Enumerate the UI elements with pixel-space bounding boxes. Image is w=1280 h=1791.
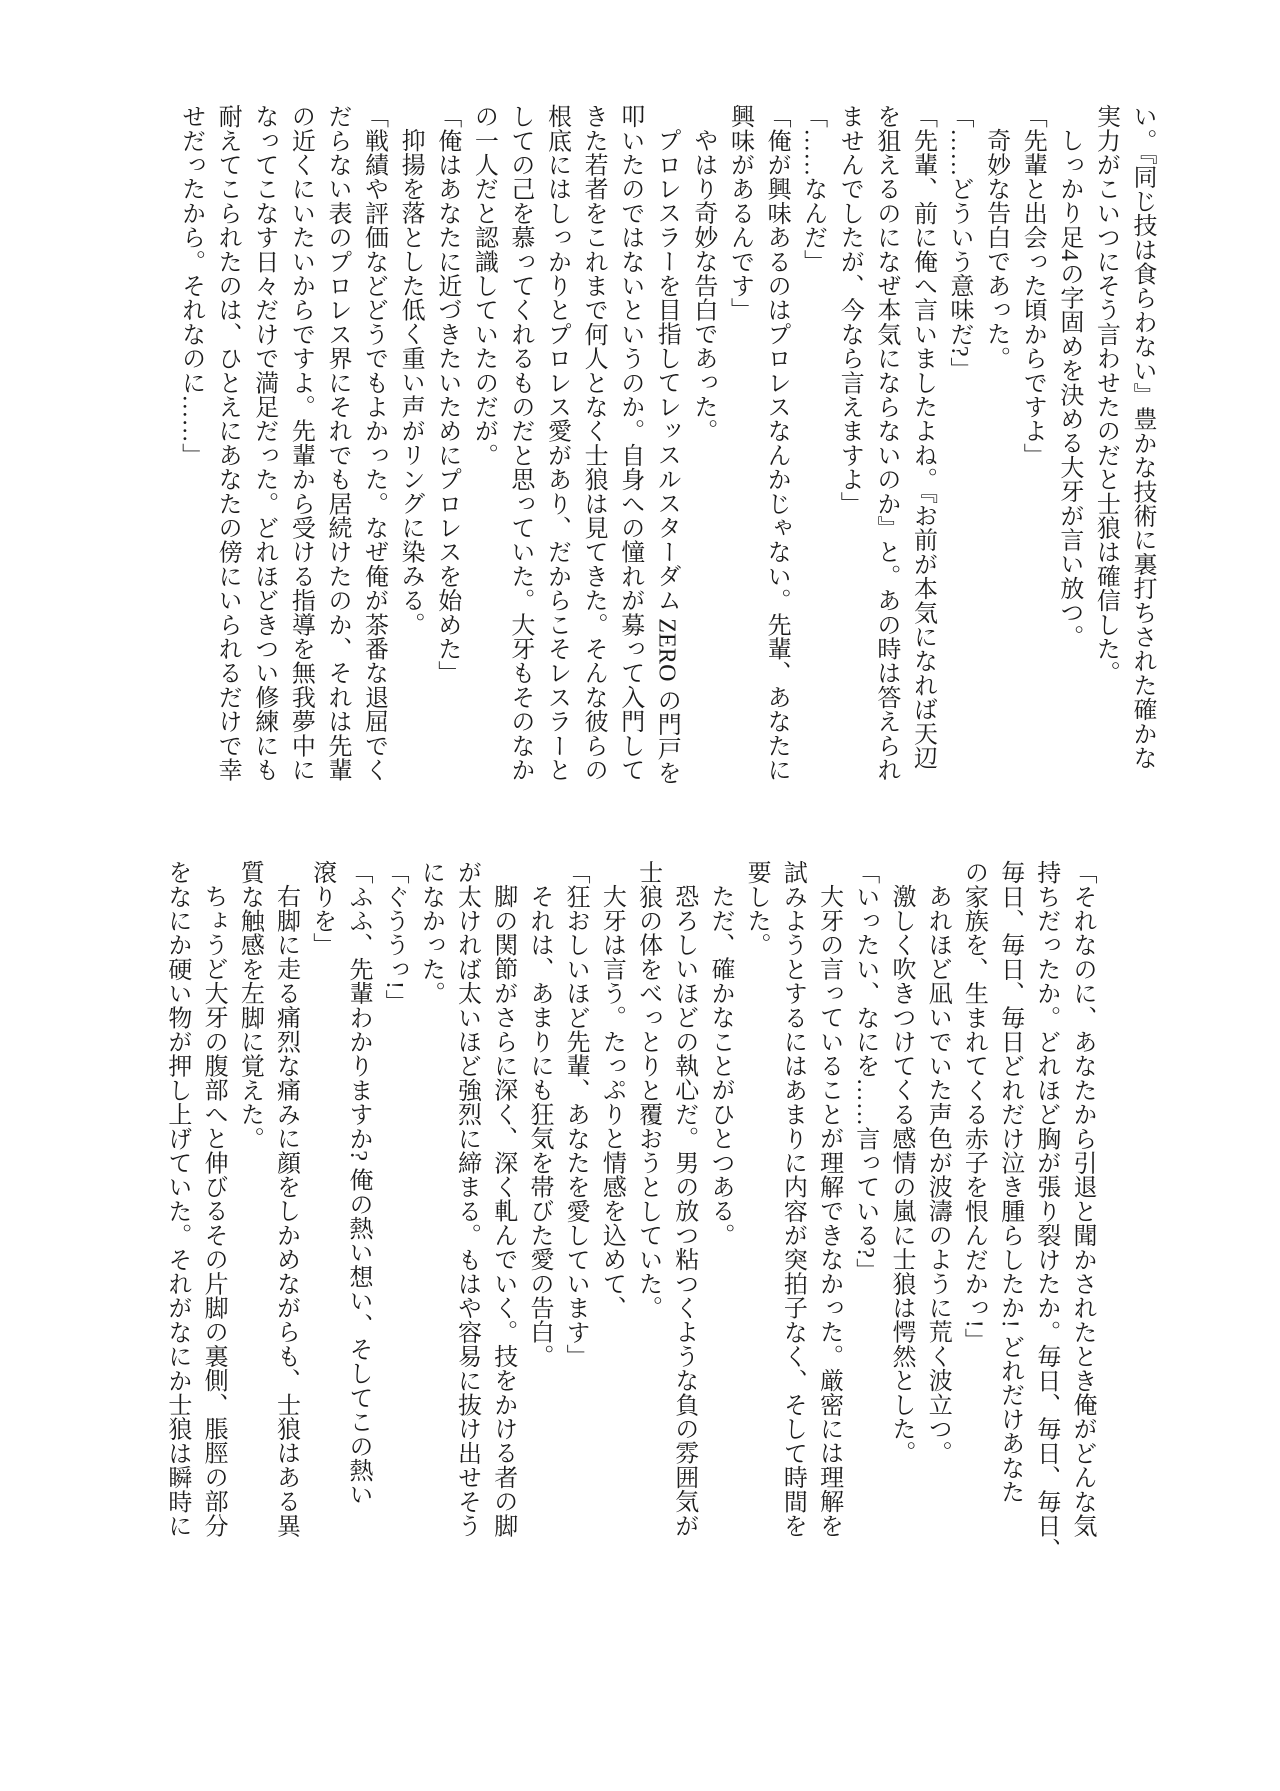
text-line: 激しく吹きつけてくる感情の嵐に士狼は愕然とした。 bbox=[887, 884, 914, 1465]
text-line: 「戦績や評価などどうでもよかった。なぜ俺が茶番な退屈でく bbox=[360, 104, 387, 782]
text-line: せだったから。それなのに……」 bbox=[177, 104, 204, 467]
text-line: 「……なんだ」 bbox=[799, 104, 826, 274]
text-line: 「それなのに、あなたから引退と聞かされたとき俺がどんな気 bbox=[1069, 860, 1095, 1538]
text-line: 「先輩と出会った頃からですよ」 bbox=[1019, 104, 1046, 467]
text-line: 叩いたのではないというのか。自身への憧れが募って入門して bbox=[616, 104, 643, 782]
text-line: の近くにいたいからですよ。先輩から受ける指導を無我夢中に bbox=[287, 104, 314, 782]
text-line: プロレスラーを目指してレッスルスターダム ZERO の門戸を bbox=[653, 128, 680, 785]
text-line: 奇妙な告白であった。 bbox=[982, 128, 1009, 370]
top-text-block bbox=[172, 104, 1160, 818]
text-line: 「俺が興味あるのはプロレスなんかじゃない。先輩、あなたに bbox=[763, 104, 790, 782]
text-line: きた若者をこれまで何人となく士狼は見てきた。そんな彼らの bbox=[580, 104, 607, 782]
text-line: 根底にはしっかりとプロレス愛があり、だからこそレスラーと bbox=[543, 104, 570, 782]
text-line: 「……どういう意味だ?」 bbox=[946, 104, 973, 382]
text-line: 士狼の体をべっとりと覆おうとしていた。 bbox=[634, 860, 661, 1320]
text-line: 恐ろしいほどの執心だ。男の放つ粘つくような負の雰囲気が bbox=[670, 884, 697, 1538]
text-line: しての己を慕ってくれるものだと思っていた。大牙もそのなか bbox=[506, 104, 533, 782]
bottom-text-block bbox=[159, 860, 1100, 1572]
text-line: 持ちだったか。どれほど胸が張り裂けたか。毎日、毎日、毎日、 bbox=[1032, 860, 1059, 1562]
text-line: 抑揚を落とした低く重い声がリングに染みる。 bbox=[397, 128, 424, 637]
text-line: それは、あまりにも狂気を帯びた愛の告白。 bbox=[525, 884, 552, 1368]
text-line: い。『同じ技は食らわない』豊かな技術に裏打ちされた確かな bbox=[1129, 104, 1155, 770]
text-line: 「ぐううっ!」 bbox=[381, 860, 408, 1014]
text-line: 試みようとするにはあまりに内容が突拍子なく、そして時間を bbox=[779, 860, 806, 1538]
text-line: の家族を、生まれてくる赤子を恨んだかっ!」 bbox=[960, 860, 987, 1353]
text-line: しっかり足4の字固めを決める大牙が言い放つ。 bbox=[1055, 128, 1082, 649]
text-line: の一人だと認識していたのだが。 bbox=[470, 104, 497, 467]
text-line: 耐えてこられたのは、ひとえにあなたの傍にいられるだけで幸 bbox=[214, 104, 241, 782]
text-line: 滾りを」 bbox=[308, 860, 335, 957]
text-line: を狙えるのになぜ本気にならないのか』と。あの時は答えられ bbox=[872, 104, 899, 782]
text-line: 毎日、毎日、毎日どれだけ泣き腫らしたか! どれだけあなた bbox=[996, 860, 1023, 1504]
text-line: 「いったい、なにを……言っている?」 bbox=[851, 860, 878, 1283]
text-line: をなにか硬い物が押し上げていた。それがなにか士狼は瞬時に bbox=[163, 860, 190, 1538]
text-line: だらない表のプロレス界にそれでも居続けたのか、それは先輩 bbox=[323, 104, 350, 782]
text-line: 「俺はあなたに近づきたいためにプロレスを始めた」 bbox=[433, 104, 460, 685]
text-line: 質な触感を左脚に覚えた。 bbox=[236, 860, 263, 1151]
text-line: ちょうど大牙の腹部へと伸びるその片脚の裏側、脹脛の部分 bbox=[200, 884, 227, 1538]
text-line: 「ふふ、先輩わかりますか? 俺の熱い想い、そしてこの熱い bbox=[344, 860, 371, 1507]
text-line: 要した。 bbox=[743, 860, 770, 957]
text-line: やはり奇妙な告白であった。 bbox=[689, 128, 716, 443]
text-line: 大牙は言う。たっぷりと情感を込めて、 bbox=[598, 884, 625, 1320]
text-line: 興味があるんです」 bbox=[726, 104, 753, 322]
text-line: なってこなす日々だけで満足だった。どれほどきつい修練にも bbox=[250, 104, 277, 782]
text-line: ませんでしたが、今なら言えますよ」 bbox=[836, 104, 863, 516]
text-line: 右脚に走る痛烈な痛みに顔をしかめながらも、士狼はある異 bbox=[272, 884, 299, 1538]
text-line: が太ければ太いほど強烈に締まる。もはや容易に抜け出せそう bbox=[453, 860, 480, 1538]
text-line: 実力がこいつにそう言わせたのだと士狼は確信した。 bbox=[1092, 104, 1119, 685]
text-line: あれほど凪いでいた声色が波濤のように荒く波立つ。 bbox=[924, 884, 951, 1465]
text-line: になかった。 bbox=[417, 860, 444, 1006]
text-line: ただ、確かなことがひとつある。 bbox=[706, 884, 733, 1247]
text-line: 脚の関節がさらに深く、深く軋んでいく。技をかける者の脚 bbox=[489, 884, 516, 1538]
text-line: 「先輩、前に俺へ言いましたよね。『お前が本気になれば天辺 bbox=[909, 104, 936, 770]
text-line: 「狂おしいほど先輩、あなたを愛しています」 bbox=[562, 860, 589, 1369]
text-line: 大牙の言っていることが理解できなかった。厳密には理解を bbox=[815, 884, 842, 1538]
